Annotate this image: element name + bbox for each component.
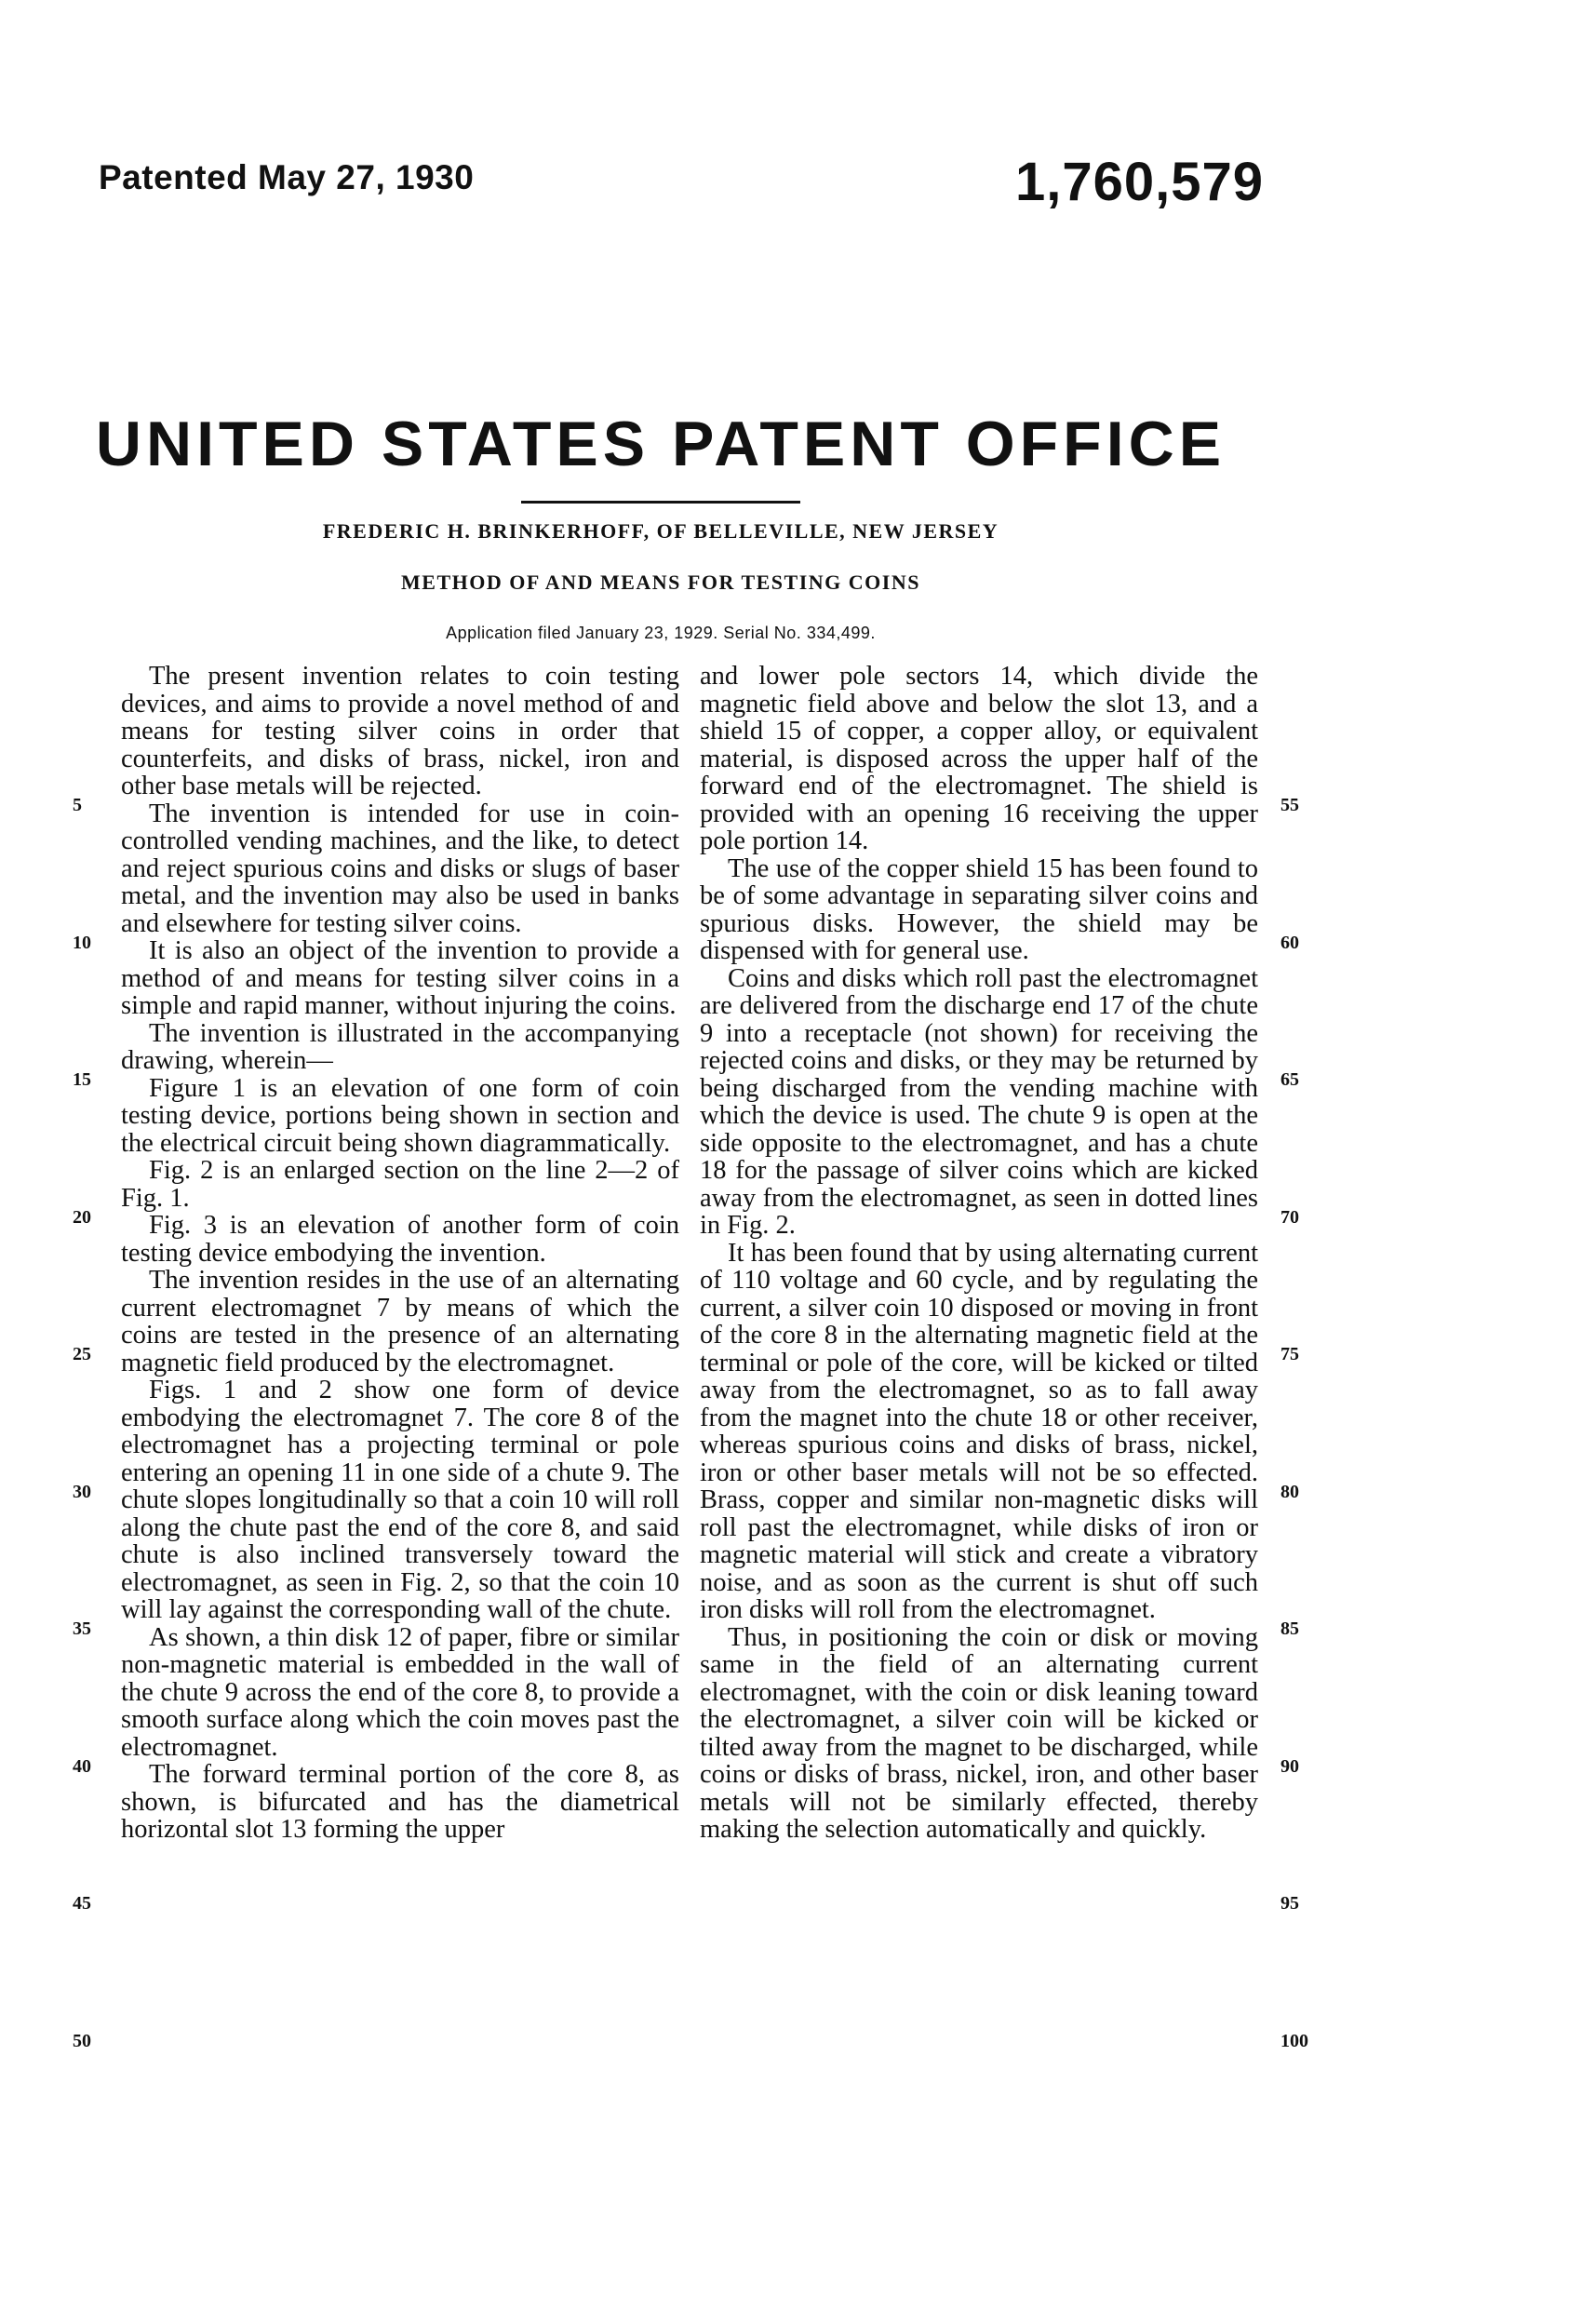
line-number: 5: [73, 795, 82, 815]
paragraph: and lower pole sectors 14, which divide the magnetic field above and below the slot 13, and a shield 15 of copper, a copper alloy, or equivalent material, is disposed across the upper half of the forward end of the electromagnet. The shield is provided with an opening 16 receiving the upper pole portion 14.: [700, 662, 1258, 855]
left-text-column: [121, 663, 679, 1844]
line-number: 50: [73, 2031, 91, 2051]
line-number: 100: [1280, 2031, 1308, 2051]
line-number: 20: [73, 1207, 91, 1228]
line-number: 65: [1280, 1069, 1299, 1090]
paragraph: The present invention relates to coin testing devices, and aims to provide a novel method of and means for testing silver coins in order that counterfeits, and disks of brass, nickel, iron and other base metals will be rejected.: [121, 662, 679, 800]
line-number: 30: [73, 1482, 91, 1502]
line-number: 70: [1280, 1207, 1299, 1228]
line-number: 25: [73, 1344, 91, 1364]
line-number: 45: [73, 1893, 91, 1914]
paragraph: It has been found that by using alternating current of 110 voltage and 60 cycle, and by regulating the current, a silver coin 10 disposed or moving in front of the core 8 in the alternating magnetic field at the terminal or pole of the core, will be kicked or tilted away from the electromagnet, so as to fall away from the magnet into the chute 18 or other receiver, whereas spurious coins and disks of brass, nickel, iron or other baser metals will not be so effected. Brass, copper and similar non-magnetic disks will roll past the electromagnet, while disks of iron or magnetic material will stick and create a vibratory noise, and as soon as the current is shut off such iron disks will roll from the electromagnet.: [700, 1238, 1258, 1624]
paragraph: Figs. 1 and 2 show one form of device embodying the electromagnet 7. The core 8 of the electromagnet has a projecting terminal or pole entering an opening 11 in one side of a chute 9. The chute slopes longitudinally so that a coin 10 will roll along the chute past the end of the core 8, and said chute is also inclined transversely toward the electromagnet, as seen in Fig. 2, so that the coin 10 will lay against the corresponding wall of the chute.: [121, 1376, 679, 1624]
line-number: 75: [1280, 1344, 1299, 1364]
paragraph: It is also an object of the invention to provide a method of and means for testing silver coins in a simple and rapid manner, without injuring the coins.: [121, 936, 679, 1020]
paragraph: As shown, a thin disk 12 of paper, fibre or similar non-magnetic material is embedded in the wall of the chute 9 across the end of the core 8, to provide a smooth surface along which the coin moves past the electromagnet.: [121, 1622, 679, 1762]
patent-title: METHOD OF AND MEANS FOR TESTING COINS: [401, 571, 920, 594]
line-number: 55: [1280, 795, 1299, 815]
line-number: 35: [73, 1619, 91, 1639]
line-number: 80: [1280, 1482, 1299, 1502]
paragraph: The invention is intended for use in coin-controlled vending machines, and the like, to detect and reject spurious coins and disks or slugs of baser metal, and the invention may also be used in banks and elsewhere for testing silver coins.: [121, 799, 679, 938]
paragraph: Thus, in positioning the coin or disk or moving same in the field of an alternating current electromagnet, with the coin or disk leaning toward the electromagnet, a silver coin will be kicked or tilted away from the magnet to be discharged, while coins or disks of brass, nickel, iron, and other baser metals will not be similarly effected, thereby making the selection automatically and quickly.: [700, 1622, 1258, 1844]
line-number: 85: [1280, 1619, 1299, 1639]
line-number: 90: [1280, 1756, 1299, 1777]
right-text-column: [700, 663, 1258, 1844]
paragraph: Figure 1 is an elevation of one form of coin testing device, portions being shown in section and the electrical circuit being shown diagrammatically.: [121, 1073, 679, 1158]
inventor-line: FREDERIC H. BRINKERHOFF, OF BELLEVILLE, NEW JERSEY: [322, 519, 999, 543]
paragraph: Coins and disks which roll past the electromagnet are delivered from the discharge end 17 of the chute 9 into a receptacle (not shown) for receiving the rejected coins and disks, or they may be returned by being discharged from the vending machine with which the device is used. The chute 9 is open at the side opposite to the electromagnet, and has a chute 18 for the passage of silver coins which are kicked away from the electromagnet, as seen in dotted lines in Fig. 2.: [700, 963, 1258, 1240]
line-number: 10: [73, 933, 91, 953]
line-number: 95: [1280, 1893, 1299, 1914]
paragraph: The forward terminal portion of the core 8, as shown, is bifurcated and has the diametrical horizontal slot 13 forming the upper: [121, 1760, 679, 1844]
heading-rule: [521, 501, 800, 504]
paragraph: Fig. 3 is an elevation of another form of coin testing device embodying the invention.: [121, 1211, 679, 1268]
paragraph: The invention is illustrated in the accompanying drawing, wherein—: [121, 1018, 679, 1075]
office-heading: UNITED STATES PATENT OFFICE: [95, 409, 1227, 479]
paragraph: The invention resides in the use of an alternating current electromagnet 7 by means of which the coins are tested in the presence of an alternating magnetic field produced by the electromagnet.: [121, 1266, 679, 1377]
line-number: 15: [73, 1069, 91, 1090]
line-number: 60: [1280, 933, 1299, 953]
patented-date: Patented May 27, 1930: [99, 158, 475, 196]
line-number: 40: [73, 1756, 91, 1777]
patent-number: 1,760,579: [1014, 152, 1264, 212]
application-line: Application filed January 23, 1929. Serial No. 334,499.: [446, 624, 876, 642]
paragraph: The use of the copper shield 15 has been found to be of some advantage in separating silver coins and spurious disks. However, the shield may be dispensed with for general use.: [700, 853, 1258, 965]
paragraph: Fig. 2 is an enlarged section on the line 2—2 of Fig. 1.: [121, 1156, 679, 1213]
